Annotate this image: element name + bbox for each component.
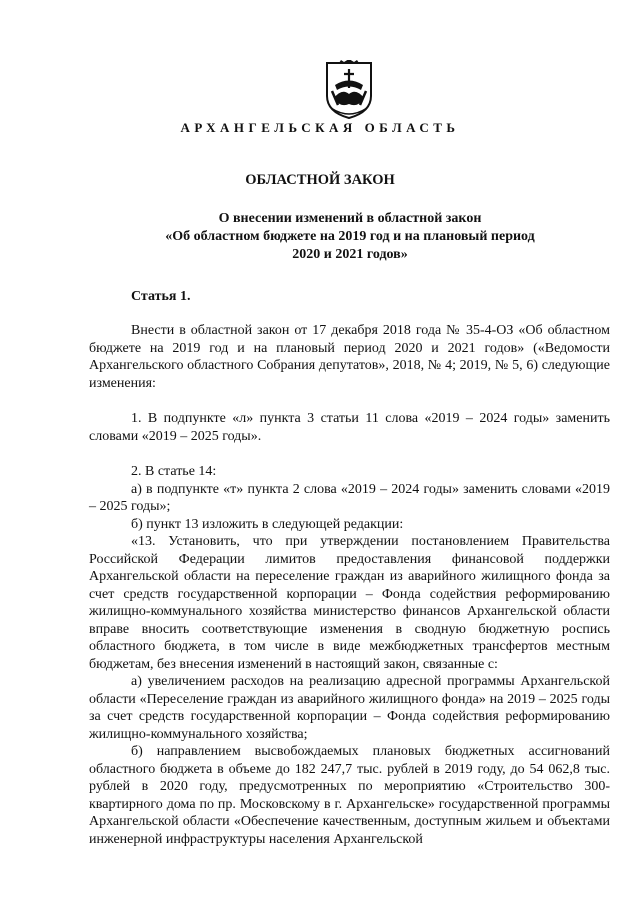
region-name: АРХАНГЕЛЬСКАЯ ОБЛАСТЬ — [180, 120, 460, 135]
coat-of-arms-emblem — [324, 60, 374, 120]
amendment-paragraph: б) направлением высвобождаемых плановых бюджетных ассигнований областного бюджета в объеме до 182 247,7 тыс. рублей в 2019 году, до 54 062,8 тыс. рублей в 2020 году, предусмотренных по мероприятию «Строительство 300-квартирного дома по пр. Московскому в г. Архангельске» государственной программы Архангельской области «Обеспечение качественным, доступным жильем и объектами инженерной инфраструктуры населения Архангельской — [89, 744, 610, 847]
amendment-paragraph: 2. В статье 14: — [131, 464, 217, 479]
article-heading: Статья 1. — [131, 289, 191, 304]
law-title-line: «Об областном бюджете на 2019 год и на плановый период — [165, 229, 535, 244]
law-type-heading: ОБЛАСТНОЙ ЗАКОН — [245, 172, 395, 188]
amendment-paragraph: б) пункт 13 изложить в следующей редакции: — [131, 516, 404, 532]
law-title-line: 2020 и 2021 годов» — [292, 247, 408, 262]
amendment-paragraph: а) увеличением расходов на реализацию адресной программы Архангельской области «Переселение граждан из аварийного жилищного фонда» на 2019 – 2025 годы за счет средств государственной корпорации – Фонда содействия реформированию жилищно-коммунального хозяйства; — [89, 674, 610, 742]
amendment-paragraph: а) в подпункте «т» пункта 2 слова «2019 – 2024 годы» заменить словами «2019 – 2025 годы»; — [89, 481, 610, 514]
law-body — [89, 322, 610, 848]
intro-paragraph: Внести в областной закон от 17 декабря 2018 года № 35-4-ОЗ «Об областном бюджете на 2019 год и на плановый период 2020 и 2021 годов» («Ведомости Архангельского областного Собрания депутатов», 2018, № 4; 2019, № 5, 6) следующие изменения: — [89, 323, 610, 391]
law-title — [90, 210, 610, 264]
amendment-paragraph: 1. В подпункте «л» пункта 3 статьи 11 слова «2019 – 2024 годы» заменить словами «2019 – 2025 годы». — [89, 411, 610, 444]
law-title-line: О внесении изменений в областной закон — [218, 211, 482, 226]
amendment-paragraph: «13. Установить, что при утверждении постановлением Правительства Российской Федерации лимитов предоставления финансовой поддержки Архангельской области на переселение граждан из аварийного жилищного фонда за счет средств государственной корпорации – Фонда содействия реформированию жилищно-коммунального хозяйства министерство финансов Архангельской области вправе вносить соответствующие изменения в сводную бюджетную роспись областного бюджета, в том числе в виде межбюджетных трансфертов местным бюджетам, без внесения изменений в настоящий закон, связанные с: — [89, 534, 610, 672]
